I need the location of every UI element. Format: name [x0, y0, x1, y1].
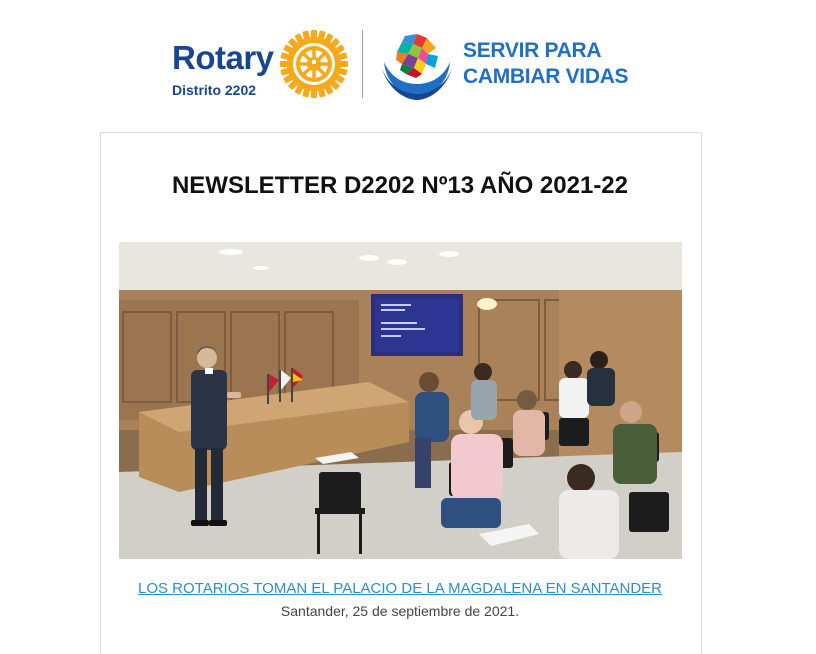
- header: [0, 0, 816, 120]
- rotary-wheel-icon: [280, 30, 348, 98]
- article-link[interactable]: LOS ROTARIOS TOMAN EL PALACIO DE LA MAGDALENA EN SANTANDER: [137, 580, 663, 597]
- newsletter-title: NEWSLETTER D2202 Nº13 AÑO 2021-22: [171, 172, 629, 199]
- article-photo[interactable]: [119, 242, 682, 559]
- globe-hands-icon: [380, 28, 454, 100]
- slogan-line-2: CAMBIAR VIDAS: [463, 65, 629, 88]
- slogan: [463, 38, 628, 90]
- rotary-wordmark: Rotary: [172, 39, 274, 76]
- slogan-line-1: SERVIR PARA: [463, 39, 602, 62]
- header-divider: [362, 30, 363, 98]
- article-date: Santander, 25 de septiembre de 2021.: [280, 603, 520, 619]
- district-label: Distrito 2202: [172, 82, 257, 98]
